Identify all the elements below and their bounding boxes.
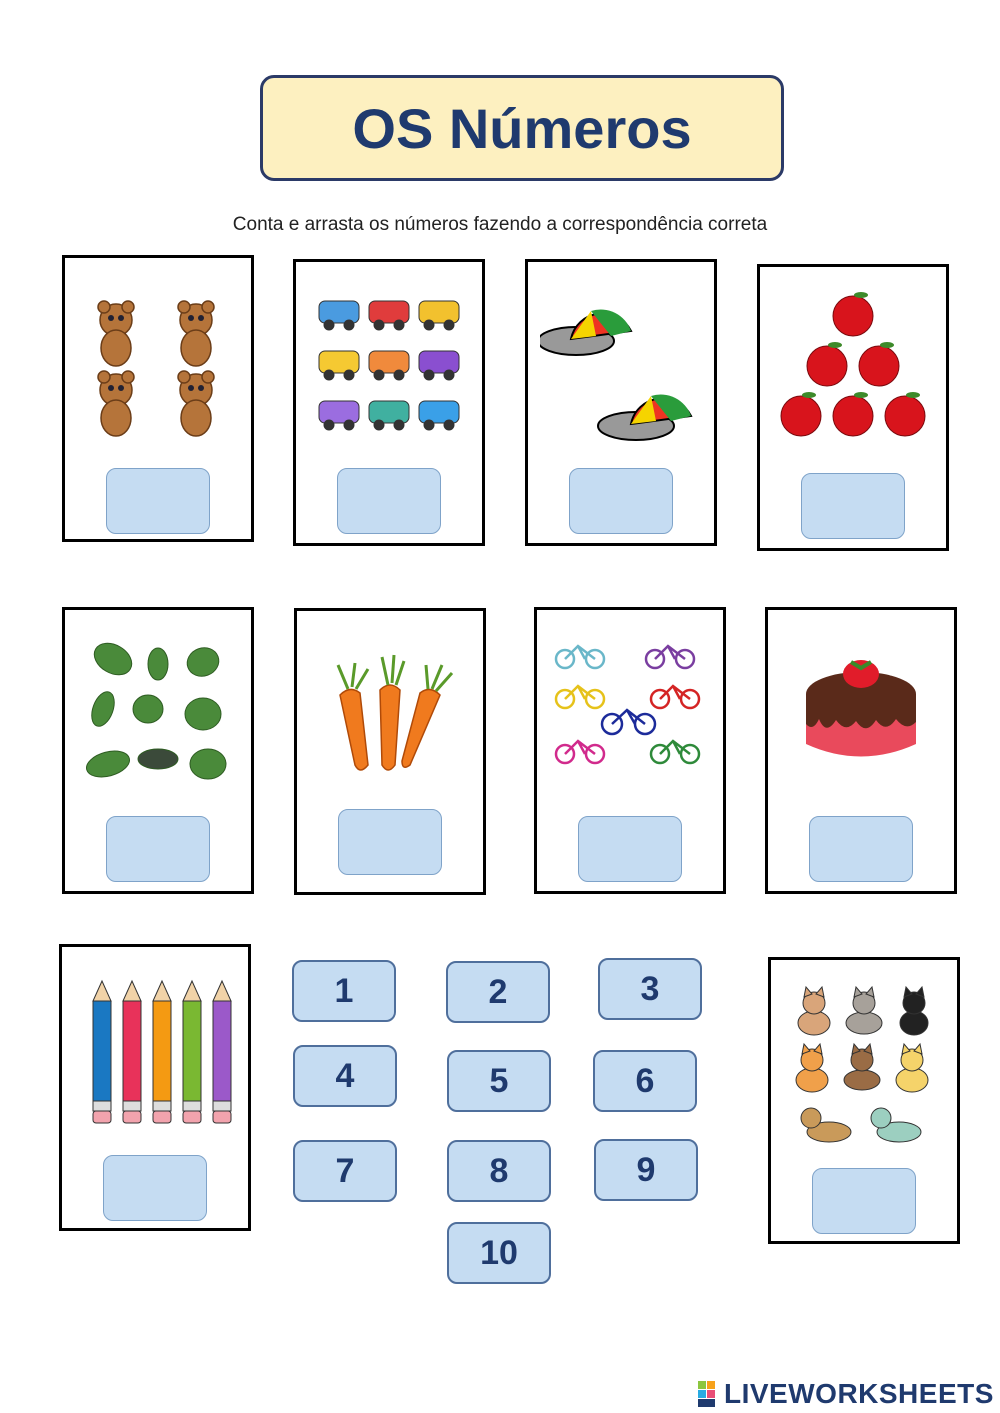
leaf-icon	[77, 624, 239, 804]
number-tile-7[interactable]: 7	[293, 1140, 397, 1202]
logo-text: LIVEWORKSHEETS	[724, 1378, 994, 1409]
number-tile-8[interactable]: 8	[447, 1140, 551, 1202]
number-tile-3[interactable]: 3	[598, 958, 702, 1020]
number-tile-10[interactable]: 10	[447, 1222, 551, 1284]
card-bicycles	[534, 607, 726, 894]
instruction-text: Conta e arrasta os números fazendo a correspondência correta	[232, 214, 768, 235]
card-leaves	[62, 607, 254, 894]
car-icon	[308, 276, 470, 456]
drop-zone-carrots[interactable]	[338, 809, 442, 875]
number-tile-9[interactable]: 9	[594, 1139, 698, 1201]
drop-zone-bears[interactable]	[106, 468, 210, 534]
carrot-icon	[309, 625, 471, 805]
cake-icon	[780, 624, 942, 804]
bear-icon	[77, 272, 239, 452]
apple-icon	[772, 281, 934, 461]
card-cars	[293, 259, 485, 546]
drop-zone-leaves[interactable]	[106, 816, 210, 882]
pencil-icon	[74, 961, 236, 1141]
card-apples	[757, 264, 949, 551]
drop-zone-apples[interactable]	[801, 473, 905, 539]
drop-zone-cars[interactable]	[337, 468, 441, 534]
number-tile-4[interactable]: 4	[293, 1045, 397, 1107]
number-tile-1[interactable]: 1	[292, 960, 396, 1022]
page-title: OS Números	[352, 96, 692, 160]
card-bears	[62, 255, 254, 542]
drop-zone-pencils[interactable]	[103, 1155, 207, 1221]
drop-zone-bicycles[interactable]	[578, 816, 682, 882]
number-tile-2[interactable]: 2	[446, 961, 550, 1023]
number-tile-6[interactable]: 6	[593, 1050, 697, 1112]
liveworksheets-logo	[698, 1380, 994, 1408]
card-cats	[768, 957, 960, 1244]
cat-icon	[783, 974, 945, 1154]
card-cake	[765, 607, 957, 894]
logo-mark-icon	[698, 1381, 724, 1407]
drop-zone-caps[interactable]	[569, 468, 673, 534]
drop-zone-cats[interactable]	[812, 1168, 916, 1234]
card-carrots	[294, 608, 486, 895]
number-tile-5[interactable]: 5	[447, 1050, 551, 1112]
drop-zone-cake[interactable]	[809, 816, 913, 882]
bicycle-icon	[549, 624, 711, 804]
card-caps	[525, 259, 717, 546]
title-banner	[260, 75, 784, 181]
card-pencils	[59, 944, 251, 1231]
cap-icon	[540, 276, 702, 456]
